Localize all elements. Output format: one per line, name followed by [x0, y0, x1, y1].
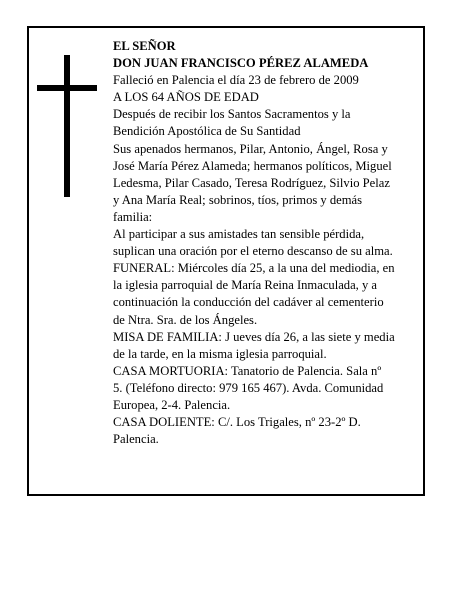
cross-vertical-bar — [64, 55, 70, 197]
cross-icon — [37, 55, 97, 197]
family-line: Sus apenados hermanos, Pilar, Antonio, Ángel, Rosa y — [113, 141, 388, 156]
mortuary-line: 5. (Teléfono directo: 979 165 467). Avda. Comunidad — [113, 380, 384, 395]
funeral-line: la iglesia parroquial de María Reina Inmaculada, y a — [113, 278, 378, 293]
sacraments-line: Bendición Apostólica de Su Santidad — [113, 124, 301, 139]
mourning-house-line: CASA DOLIENTE: C/. Los Trigales, nº 23-2º D. — [113, 415, 361, 430]
request-line: suplican una oración por el eterno descanso de su alma. — [113, 244, 393, 259]
sacraments-line: Después de recibir los Santos Sacramentos y la — [113, 107, 351, 122]
funeral-line: FUNERAL: Miércoles día 25, a la una del mediodia, en — [113, 261, 395, 276]
funeral-line: de Ntra. Sra. de los Ángeles. — [113, 312, 258, 327]
deceased-title: EL SEÑOR — [113, 39, 176, 53]
mourning-house-line: Palencia. — [113, 432, 159, 447]
funeral-line: continuación la conducción del cadáver al cementerio — [113, 295, 384, 310]
family-line: familia: — [113, 209, 153, 224]
mortuary-line: Europea, 2-4. Palencia. — [113, 397, 231, 412]
family-line: Ledesma, Pilar Casado, Teresa Rodríguez, Silvio Pelaz — [113, 175, 390, 190]
death-date-line: Falleció en Palencia el día 23 de febrero de 2009 — [113, 73, 359, 88]
age-line: A LOS 64 AÑOS DE EDAD — [113, 90, 259, 105]
family-mass-line: de la tarde, en la misma iglesia parroquial. — [113, 346, 327, 361]
mortuary-line: CASA MORTUORIA: Tanatorio de Palencia. Sala nº — [113, 363, 382, 378]
request-line: Al participar a sus amistades tan sensible pérdida, — [113, 227, 365, 242]
cross-horizontal-bar — [37, 85, 97, 91]
family-line: y Ana María Real; sobrinos, tíos, primos y demás — [113, 192, 363, 207]
deceased-name: DON JUAN FRANCISCO PÉREZ ALAMEDA — [113, 56, 369, 71]
obituary-text — [113, 38, 418, 448]
family-line: José María Pérez Alameda; hermanos políticos, Miguel — [113, 158, 392, 173]
family-mass-line: MISA DE FAMILIA: J ueves día 26, a las siete y media — [113, 329, 395, 344]
